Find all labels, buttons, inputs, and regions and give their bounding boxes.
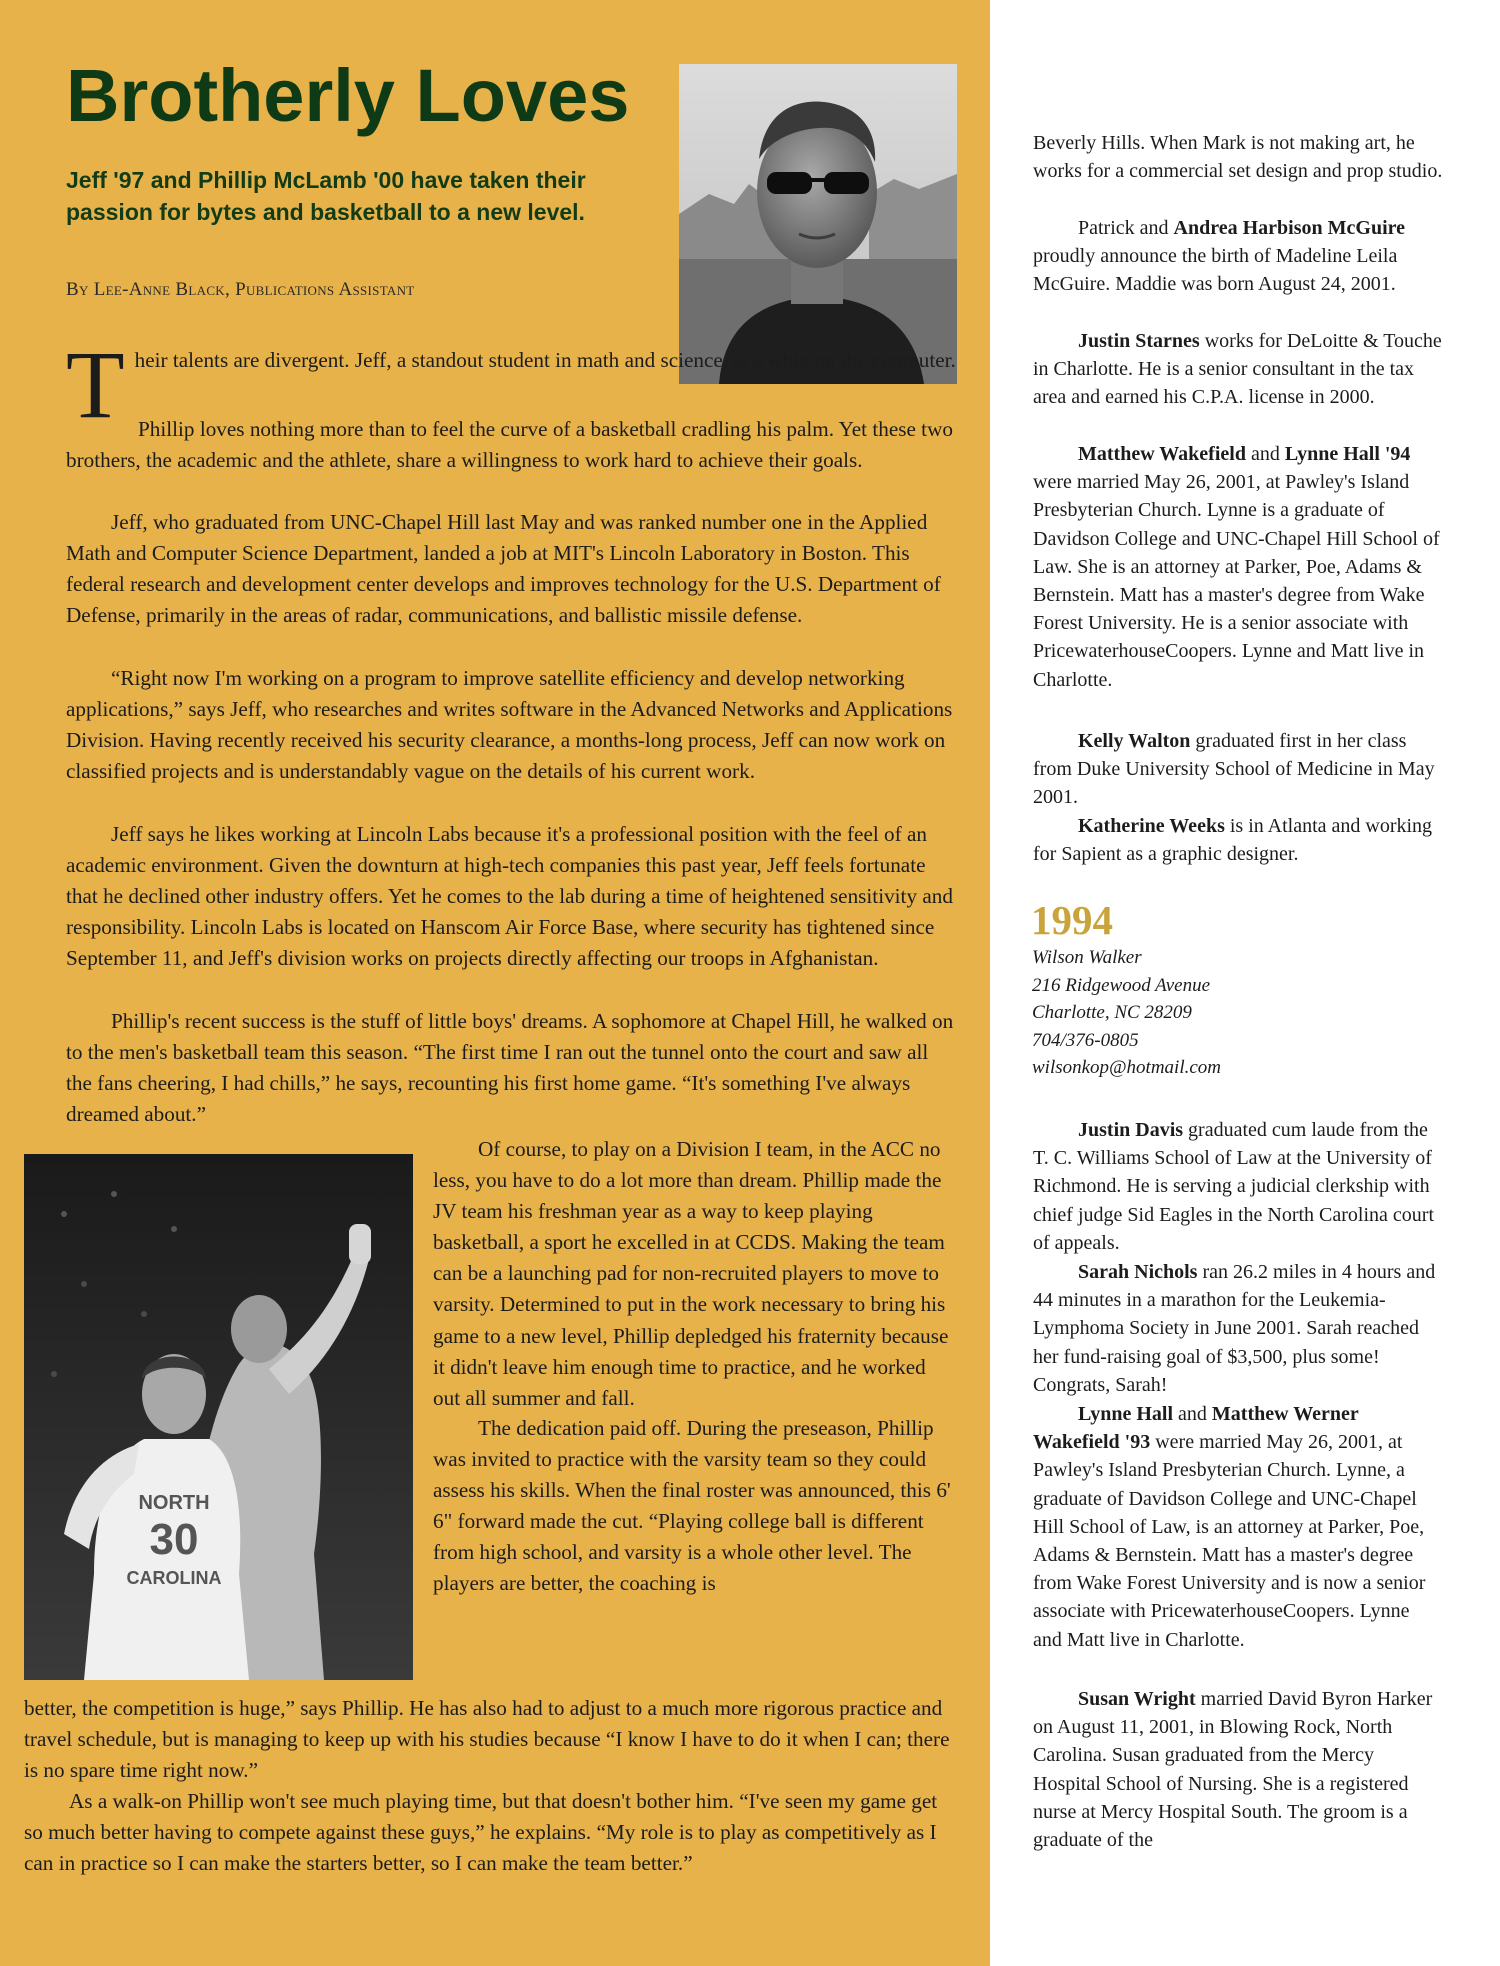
note-name: Katherine Weeks	[1078, 815, 1225, 837]
contact-city: Charlotte, NC 28209	[1032, 1002, 1192, 1023]
contact-street: 216 Ridgewood Avenue	[1032, 974, 1211, 996]
class-note-4: Kelly Walton graduated first in her class from Duke University School of Medicine in May 2001.	[1033, 730, 1435, 809]
article-paragraph-1	[66, 331, 958, 438]
contact-phone: 704/376-0805	[1032, 1029, 1139, 1051]
note-name: Susan Wright	[1078, 1688, 1196, 1710]
class-note-3: Matthew Wakefield and Lynne Hall '94 were married May 26, 2001, at Pawley's Island Presbyterian Church. Lynne is a graduate of Davidson College and UNC-Chapel Hill School of Law. She is an attorney at Parker, Poe, Adams & Bernstein. Matt has a master's degree from Wake Forest University. He is a senior associate with PricewaterhouseCoopers. Lynne and Matt live in Charlotte.	[1033, 443, 1440, 691]
class-note-2: Justin Starnes works for DeLoitte & Touche in Charlotte. He is a senior consultant in the tax area and earned his C.P.A. license in 2000.	[1033, 330, 1442, 409]
class-note-9: Susan Wright married David Byron Harker on August 11, 2001, in Blowing Rock, North Carolina. Susan graduated from the Mercy Hospital School of Nursing. She is a registered nurse at Mercy Hospital South. The groom is a graduate of the	[1033, 1688, 1433, 1852]
article-paragraph-1b: Phillip loves nothing more than to feel the curve of a basketball cradling his palm. Yet these two brothers, the academic and the athlete, share a willingness to work hard to achieve their goals.	[66, 417, 953, 473]
contact-email: wilsonkop@hotmail.com	[1032, 1057, 1221, 1078]
basketball-game-photo	[24, 1154, 413, 1680]
note-name: Sarah Nichols	[1078, 1261, 1198, 1283]
svg-text:CAROLINA: CAROLINA	[126, 1568, 222, 1588]
article-byline: By Lee-Anne Black, Publications Assistant	[66, 279, 415, 300]
note-name: Kelly Walton	[1078, 730, 1191, 752]
note-name: Lynne Hall '94	[1284, 443, 1411, 465]
article-paragraph-2: Jeff, who graduated from UNC-Chapel Hill last May and was ranked number one in the Applied Math and Computer Science Department, landed a job at MIT's Lincoln Laboratory in Boston. This federal research and development center develops and improves technology for the U.S. Department of Defense, primarily in the areas of radar, communications, and ballistic missile defense.	[66, 510, 941, 628]
article-paragraph-5: Phillip's recent success is the stuff of little boys' dreams. A sophomore at Chapel Hill, he walked on to the men's basketball team this season. “The first time I ran out the tunnel onto the court and saw all the fans cheering, I had chills,” he says, recounting his first home game. “It's something I've always dreamed about.”	[66, 1009, 954, 1127]
article-paragraph-6: Of course, to play on a Division I team, in the ACC no less, you have to do a lot more than dream. Phillip made the JV team his freshman year as a way to keep playing basketball, a sport he excelled in at CCDS. Making the team can be a launching pad for non-recruited players to move to varsity. Determined to put in the work necessary to bring his game to a new level, Phillip depledged his fraternity because it didn't leave him enough time to practice, and he worked out all summer and fall.	[433, 1137, 949, 1410]
class-contact-block	[1032, 944, 1221, 1082]
jeff-portrait-photo	[679, 64, 957, 384]
article-title: Brotherly Loves	[66, 54, 630, 137]
note-name: Justin Davis	[1078, 1119, 1184, 1141]
article-subtitle: Jeff '97 and Phillip McLamb '00 have taken their passion for bytes and basketball to a new level.	[66, 167, 586, 225]
class-note-1: Patrick and Andrea Harbison McGuire proudly announce the birth of Madeline Leila McGuire. Maddie was born August 24, 2001.	[1033, 217, 1406, 296]
class-note-5: Katherine Weeks is in Atlanta and working for Sapient as a graphic designer.	[1033, 815, 1433, 866]
note-name: Matthew Wakefield	[1078, 443, 1246, 465]
article-paragraph-7b: better, the competition is huge,” says Phillip. He has also had to adjust to a much more rigorous practice and travel schedule, but is managing to keep up with his studies because “I know I have to do it when I can; there is no spare time right now.”	[24, 1696, 950, 1783]
class-note-0: Beverly Hills. When Mark is not making art, he works for a commercial set design and prop studio.	[1033, 132, 1443, 183]
note-name: Matthew Werner Wakefield '93	[1033, 1403, 1359, 1454]
article-paragraph-1-text: heir talents are divergent. Jeff, a standout student in math and science, is a whiz on the computer.	[134, 348, 956, 372]
class-note-6: Justin Davis graduated cum laude from the T. C. Williams School of Law at the University of Richmond. He is serving a judicial clerkship with chief judge Sid Eagles in the North Carolina court of appeals.	[1033, 1119, 1435, 1254]
article-paragraph-3: “Right now I'm working on a program to improve satellite efficiency and develop networking applications,” says Jeff, who researches and writes software in the Advanced Networks and Applications Division. Having recently received his security clearance, a months-long process, Jeff can now work on classified projects and is understandably vague on the details of his current work.	[66, 666, 953, 784]
note-name: Lynne Hall	[1078, 1403, 1174, 1425]
class-note-7: Sarah Nichols ran 26.2 miles in 4 hours and 44 minutes in a marathon for the Leukemia-Lymphoma Society in June 2001. Sarah reached her fund-raising goal of $3,500, plus some! Congrats, Sarah!	[1033, 1261, 1436, 1396]
class-year-heading: 1994	[1031, 897, 1113, 943]
drop-cap: T	[66, 331, 125, 438]
article-paragraph-4: Jeff says he likes working at Lincoln Labs because it's a professional position with the feel of an academic environment. Given the downturn at high-tech companies this past year, Jeff feels fortunate that he declined other industry offers. Yet he comes to the lab during a time of heightened sensitivity and responsibility. Lincoln Labs is located on Hanscom Air Force Base, where security has tightened since September 11, and Jeff's division works on projects directly affecting our troops in Afghanistan.	[66, 822, 953, 971]
jersey-lettering: NORTH	[138, 1492, 210, 1514]
svg-text:30: 30	[149, 1515, 199, 1564]
class-note-8: Lynne Hall and Matthew Werner Wakefield '93 were married May 26, 2001, at Pawley's Island Presbyterian Church. Lynne, a graduate of Davidson College and UNC-Chapel Hill School of Law, is an attorney at Parker, Poe, Adams & Bernstein. Matt has a master's degree from Wake Forest University and is now a senior associate with PricewaterhouseCoopers. Lynne and Matt live in Charlotte.	[1033, 1403, 1426, 1651]
note-name: Justin Starnes	[1078, 330, 1200, 352]
article-paragraph-8: As a walk-on Phillip won't see much playing time, but that doesn't bother him. “I've seen my game get so much better having to compete against these guys,” he explains. “My role is to play as competitively as I can in practice so I can make the starters better, so I can make the team better.”	[24, 1789, 938, 1876]
article-paragraph-7: The dedication paid off. During the preseason, Phillip was invited to practice with the varsity team so they could assess his skills. When the final roster was announced, this 6' 6" forward made the cut. “Playing college ball is different from high school, and varsity is a whole other level. The players are better, the coaching is	[433, 1416, 951, 1596]
note-name: Andrea Harbison McGuire	[1173, 217, 1406, 239]
contact-name: Wilson Walker	[1032, 947, 1142, 968]
